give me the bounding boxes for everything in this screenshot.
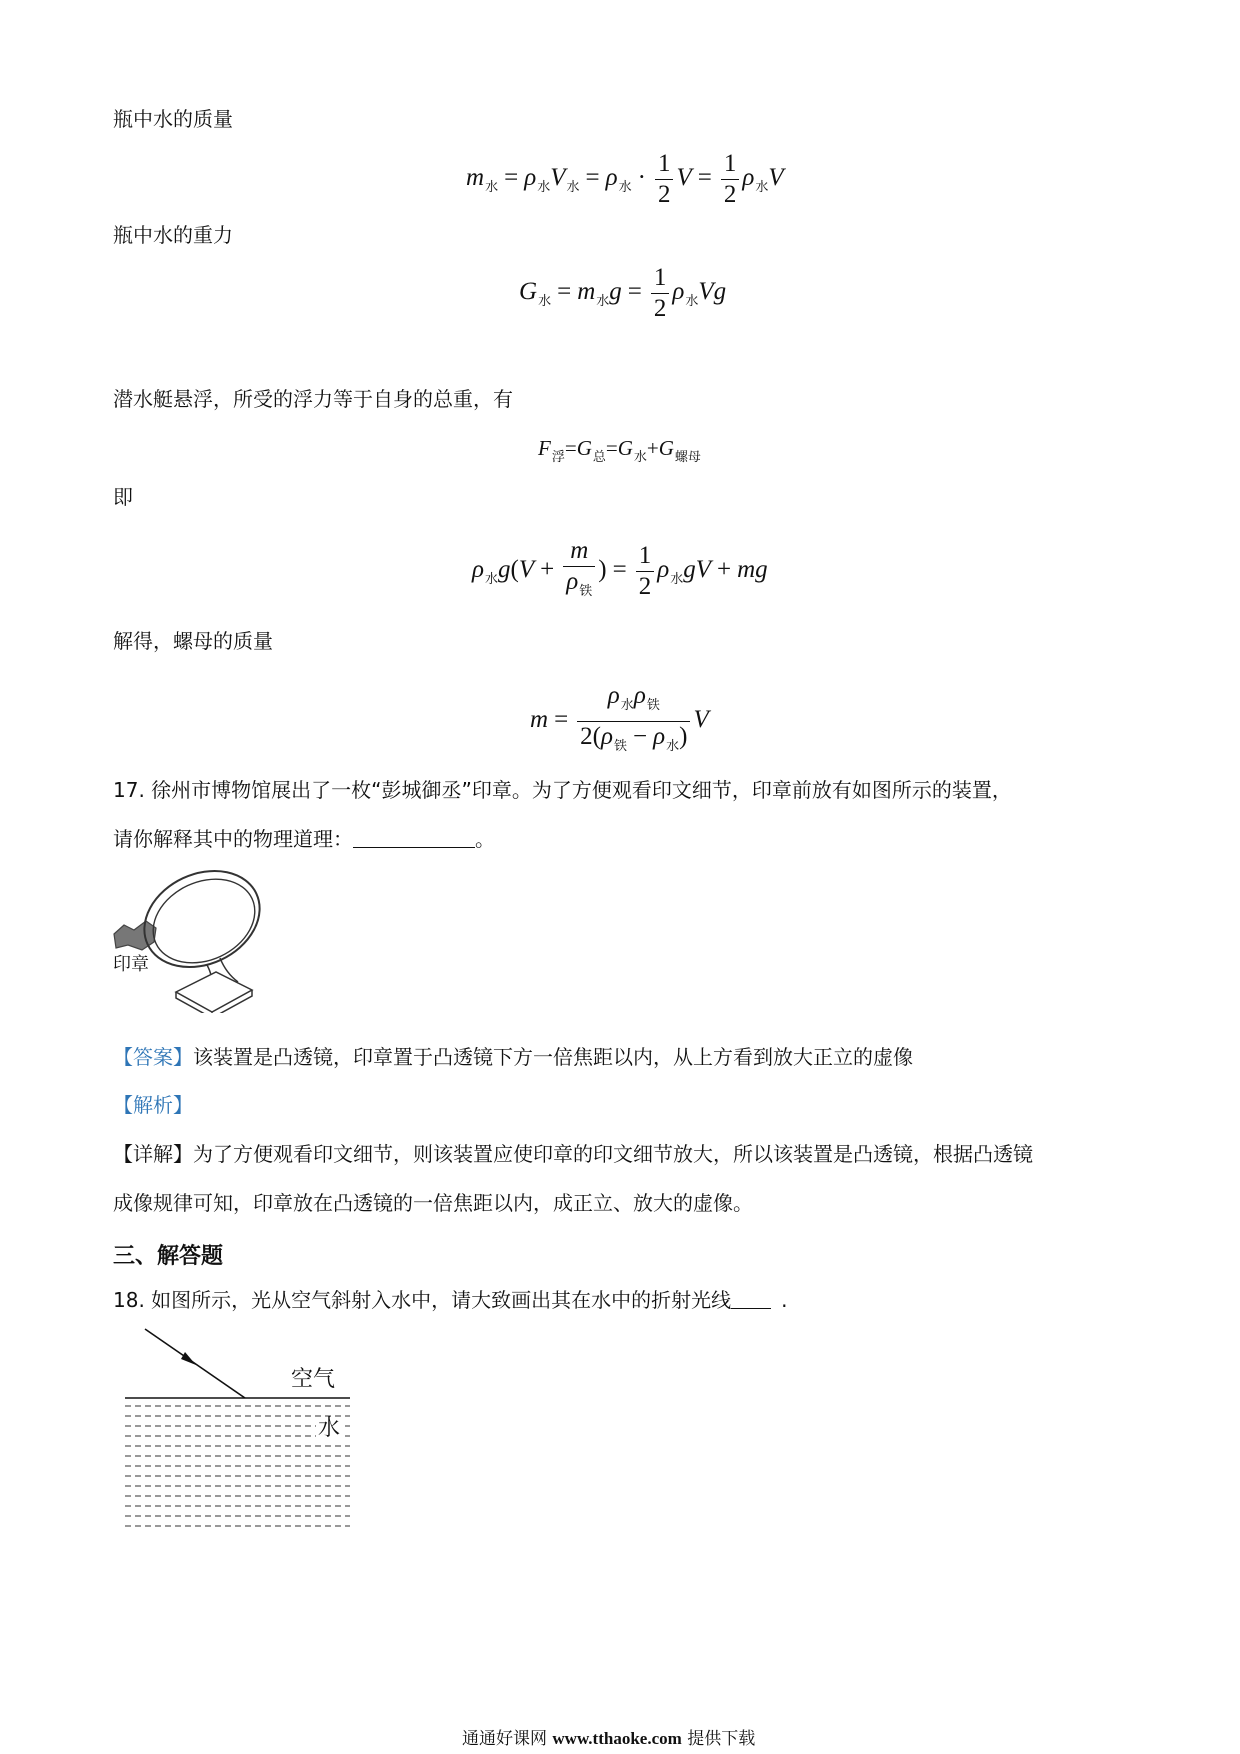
q17-detail-line1: 【详解】为了方便观看印文细节，则该装置应使印章的印文细节放大，所以该装置是凸透镜，根据凸透镜	[113, 1142, 1033, 1166]
incident-ray	[145, 1329, 245, 1398]
formula-water-weight: $G_水 = m_水g$ = $\frac{1}{2}$ $\rho_水Vg$	[519, 264, 727, 322]
q18-text: 18. 如图所示，光从空气斜射入水中，请大致画出其在水中的折射光线 .	[113, 1288, 788, 1312]
footer: 通通好课网 www.tthaoke.com 提供下载	[462, 1729, 756, 1749]
q17-detail-line2: 成像规律可知，印章放在凸透镜的一倍焦距以内，成正立、放大的虚像。	[113, 1191, 753, 1215]
detail-tag: 【详解】	[113, 1142, 193, 1166]
formula-equation: $\rho_水g(V$ + $\frac{m}{\rho_铁}$ ) = $\frac{1}{2}$ $\rho_水gV$ + mg	[472, 537, 768, 600]
q17-answer-line: 【答案】该装置是凸透镜，印章置于凸透镜下方一倍焦距以内，从上方看到放大正立的虚像	[113, 1045, 913, 1069]
section-title: 三、解答题	[113, 1244, 224, 1269]
footer-link[interactable]: www.tthaoke.com	[552, 1729, 682, 1748]
q17-answer-blank	[353, 829, 475, 848]
label-water: 水	[318, 1416, 341, 1441]
answer-tag: 【答案】	[113, 1045, 193, 1069]
analysis-tag: 【解析】	[113, 1093, 193, 1117]
q17-text-line2: 请你解释其中的物理道理： 。	[113, 827, 495, 851]
text-line-bottle-water-weight: 瓶中水的重力	[113, 223, 233, 247]
label-air: 空气	[291, 1367, 336, 1392]
q18-answer-blank	[731, 1290, 771, 1309]
text-line-submarine-suspend: 潜水艇悬浮，所受的浮力等于自身的总重，有	[113, 387, 513, 411]
arrow-icon	[181, 1352, 196, 1365]
formula-water-mass: $m_水 = \rho_水V_水 = \rho_水$ · $\frac{1}{2}$ V = $\frac{1}{2}$ $\rho_水V$	[466, 150, 784, 208]
figure-label-seal: 印章	[113, 954, 149, 975]
text-line-solve-nut-mass: 解得，螺母的质量	[113, 629, 273, 653]
formula-buoyancy-balance: $F_浮=G_总=G_水+G_{螺母}$	[538, 436, 701, 465]
text-line-ji: 即	[113, 485, 133, 509]
formula-nut-mass: m = $\frac{\rho_水\rho_铁}{2(\rho_铁 - \rho_水)}$ V	[530, 682, 709, 754]
q17-text-line1: 17. 徐州市博物馆展出了一枚“彭城御丞”印章。为了方便观看印文细节，印章前放有如图所示的装置，	[113, 778, 1012, 802]
magnifier-figure	[112, 868, 272, 1013]
text-line-bottle-water-mass: 瓶中水的质量	[113, 107, 233, 131]
